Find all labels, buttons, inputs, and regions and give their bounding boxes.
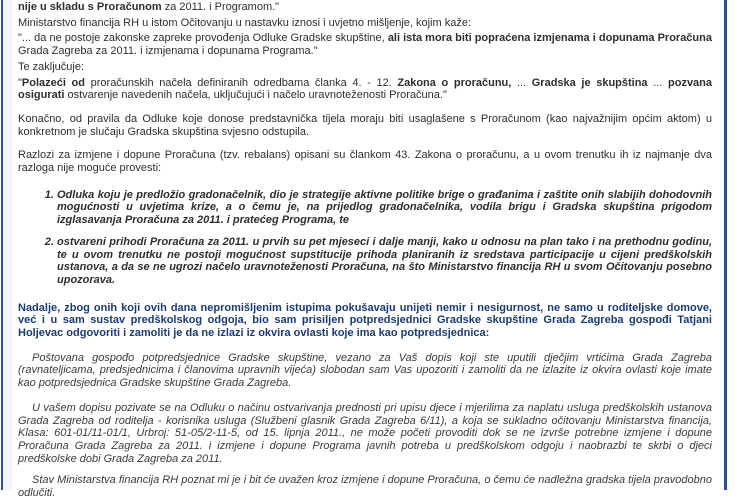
paragraph-u-vasem-dopisu: [18, 402, 712, 466]
text-run: Stav Ministarstva financija RH poznat mi je i bit će uvažen kroz izmjene i dopune Proračuna, o čemu će nadležna gradska tijela pravodobno odlučiti.: [18, 474, 712, 500]
paragraph-te-zakljucuje: [18, 61, 712, 74]
page-border-right-strip: [727, 0, 735, 490]
paragraph-nadalje-navy: [18, 302, 712, 340]
quote-paragraph-zapreke: [18, 32, 712, 57]
quote-paragraph-proracun: [18, 1, 712, 14]
paragraph-ministarstvo: [18, 17, 712, 30]
text-run: "... da ne postoje zakonske zapreke provođenja Odluke Gradske skupštine,: [18, 32, 388, 45]
quote-paragraph-polazeci: [18, 77, 712, 102]
bold-text-run: ali ista mora biti popraćena izmjenama i dopunama Proračuna: [387, 32, 712, 45]
paragraph-clipped-bottom: [18, 474, 712, 500]
bold-text-run: Zakona o proračunu,: [397, 76, 512, 89]
paragraph-konacno: [18, 113, 712, 138]
text-run: za 2011. i Programom.": [161, 1, 280, 13]
bold-text-run: nije u skladu s Proračunom: [18, 1, 162, 13]
text-run: Te zaključuje:: [18, 60, 85, 73]
list-item: [57, 189, 712, 227]
paragraph-razlozi: [18, 149, 712, 174]
text-run: Grada Zagreba za 2011. i izmjenama i dopunama Programa.": [18, 45, 318, 58]
text-run: ...: [647, 76, 668, 89]
text-run: proračunskih načela definiranih odredbama članka 4. - 12.: [85, 76, 398, 89]
page-border-left-strip: [3, 0, 12, 490]
text-run: Konačno, od pravila da Odluke koje donose predstavnička tijela moraju biti usaglašene s Proračunom (kao najvažnijim općim aktom) u konkretnom je slučaju Gradska skupština svjesno odstupila.: [18, 112, 712, 138]
text-run: Poštovana gospođo potpredsjednice Gradske skupštine, vezano za Vaš dopis koji ste uputili dječjim vrtićima Grada Zagreba (ravnateljicama, predsjednicima i članovima upravnih vijeća) slobodan sam Vas upozoriti i zamoliti da ne izlazite iz okvira ovlasti koje imate kao potpredsjednica Gradske skupštine Grada Zagreba.: [18, 351, 712, 390]
text-run: Odluka koju je predložio gradonačelnik, dio je strategije aktivne politike brige o građanima i zaštite onih slabijih dohodovnih mogućnosti u uvjetima krize, a o čemu je, na prijedlog gradonačelnika, vodila brigu i Gradska skupština prigodom izglasavanja Proračuna za 2011. i pratećeg Programa, te: [57, 188, 712, 227]
list-item: [57, 236, 712, 287]
document-body: [18, 1, 713, 500]
text-run: ostvareni prihodi Proračuna za 2011. u prvih su pet mjeseci i dalje manji, kako u odnosu na plan tako i na prethodnu godinu, te u ovom trenutku ne postoji mogućnost supstitucije prihoda planiranih iz sredstava participacije u cijeni predškolskih ustanova, a da se ne ugrozi načelo uravnoteženosti Proračuna, na što Ministarstvo financija RH u svom Očitovanju posebno upozorava.: [57, 235, 712, 286]
text-run: ...: [511, 76, 532, 89]
text-run: Nadalje, zbog onih koji ovih dana nepromišljenim istupima pokušavaju unijeti nemir i nesigurnost, ne samo u roditeljske domove, već i u sam sustav predškolskog odgoja, bio sam prisiljen potpredsjednici Gradske skupštine Grada Zagreba gospođi Tatjani Holjevac odgovoriti i zamoliti je da ne izlazi iz okvira ovlasti koje ima kao potpredsjednica:: [18, 301, 712, 340]
text-run: ostvarenje navedenih načela, uključujući i načelo uravnoteženosti Proračuna.": [64, 89, 447, 102]
paragraph-postovana: [18, 352, 712, 390]
text-run: U vašem dopisu pozivate se na Odluku o načinu ostvarivanja prednosti pri upisu djece i mjerilima za naplatu usluga predškolskih ustanova Grada Zagreba od roditelja - korisnika usluga (Službeni glasnik Grada Zagreba 6/11), a koja se sukladno očitovanju Ministarstva financija, Klasa: 601-01/11-01/1, Urbroj: 51-05/2-11-5, od 15. lipnja 2011., ne može početi provoditi dok se ne izvrše potrebne izmjene i dopune Proračuna Grada Zagreba za 2011. i izmjene i dopune Programa javnih potreba u predškolskom odgoju i naobrazbi te skrbi o djeci predškolske dobi Grada Zagreba za 2011.: [18, 401, 712, 465]
text-run: ": [18, 76, 22, 89]
bold-text-run: Gradska je skupština: [531, 76, 648, 89]
bold-text-run: Polazeći od: [21, 76, 85, 89]
text-run: Ministarstvo financija RH u istom Očitovanju u nastavku iznosi i uvjetno mišljenje, kojim kaže:: [18, 16, 472, 29]
bold-text-run: pozvana osigurati: [18, 76, 713, 102]
numbered-list: [18, 189, 712, 287]
text-run: Razlozi za izmjene i dopune Proračuna (tzv. rebalans) opisani su člankom 43. Zakona o proračunu, a u ovom trenutku ih iz najmanje dva razloga nije moguće provesti:: [18, 149, 712, 175]
